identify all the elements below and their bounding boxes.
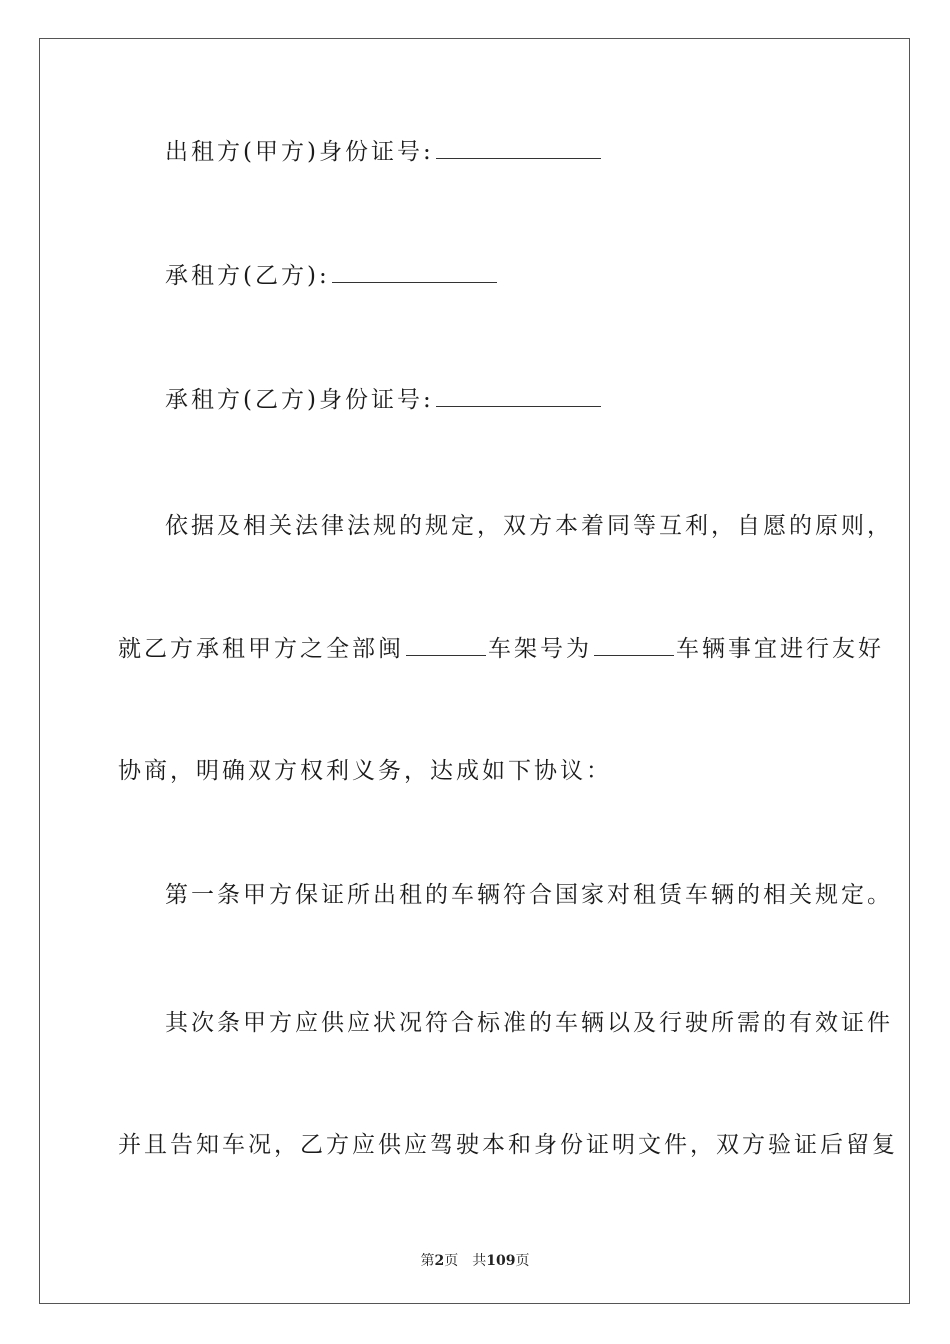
lessor-id-line: [165, 136, 603, 167]
lessee-blank: [332, 260, 497, 283]
article-1-text: 第一条甲方保证所出租的车辆符合国家对租赁车辆的相关规定。: [165, 882, 893, 908]
lessee-line: [165, 260, 499, 291]
intro-line-2: [118, 633, 884, 664]
article-2-line-2-text: 并且告知车况，乙方应供应驾驶本和身份证明文件，双方验证后留复: [118, 1132, 898, 1158]
total-prefix: 共: [472, 1253, 487, 1269]
article-2-line-2: [118, 1130, 898, 1160]
intro-line-1-text: 依据及相关法律法规的规定，双方本着同等互利，自愿的原则，: [165, 513, 893, 539]
intro-line-2-part-c: 车辆事宜进行友好: [676, 636, 884, 662]
page-frame: [39, 38, 910, 1304]
article-1: [165, 880, 893, 910]
page-suffix: 页: [444, 1253, 459, 1269]
lessor-id-blank: [436, 136, 601, 159]
intro-line-2-part-b: 车架号为: [488, 636, 592, 662]
intro-line-1: [165, 511, 893, 541]
total-suffix: 页: [515, 1253, 530, 1269]
vin-blank: [594, 633, 674, 656]
lessee-id-blank: [436, 384, 601, 407]
lessee-label: 承租方(乙方):: [165, 263, 330, 289]
intro-line-2-part-a: 就乙方承租甲方之全部闽: [118, 636, 404, 662]
page-prefix: 第: [420, 1253, 435, 1269]
intro-line-3: [118, 756, 612, 786]
lessor-id-label: 出租方(甲方)身份证号:: [165, 139, 434, 165]
intro-line-3-text: 协商，明确双方权利义务，达成如下协议：: [118, 758, 612, 784]
total-pages: 109: [486, 1253, 516, 1269]
page-number: 2: [434, 1253, 445, 1269]
article-2-line-1: [165, 1008, 893, 1038]
page-footer: [0, 1250, 950, 1270]
lessee-id-label: 承租方(乙方)身份证号:: [165, 387, 434, 413]
lessee-id-line: [165, 384, 603, 415]
article-2-line-1-text: 其次条甲方应供应状况符合标准的车辆以及行驶所需的有效证件: [165, 1010, 893, 1036]
plate-number-blank: [406, 633, 486, 656]
